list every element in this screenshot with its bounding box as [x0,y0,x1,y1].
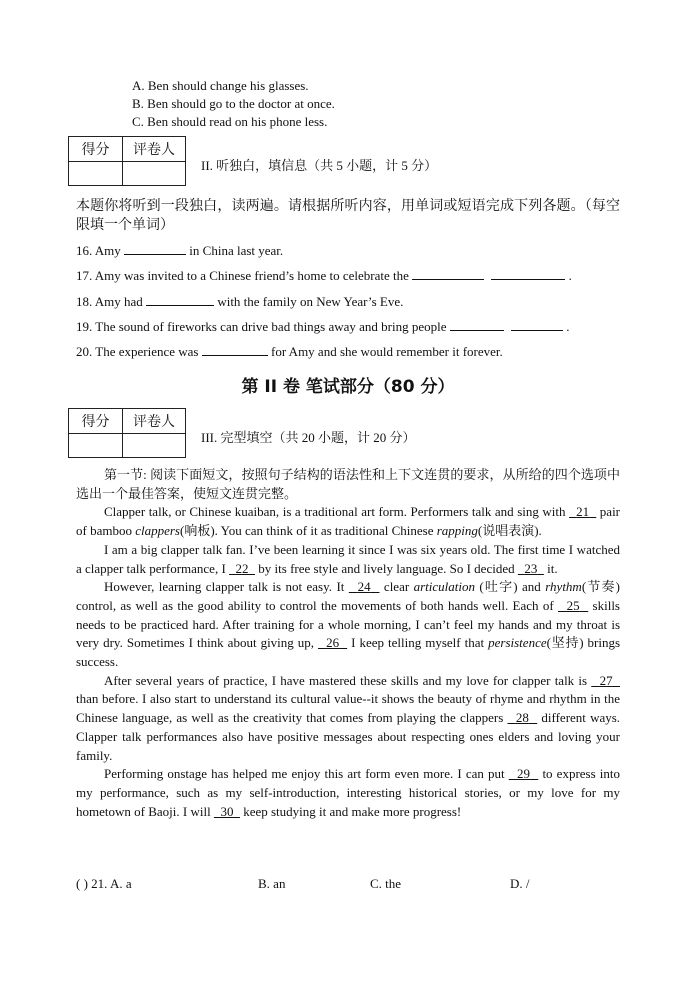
blank-22: 22 [235,560,249,576]
cloze-passage [76,466,620,821]
cloze-paragraph-2: I am a big clapper talk fan. I’ve been learning it since I was six years old. The first time I watched a clapper talk performance, I 22 by its free style and lively language. So I decided 23 it. [76,541,620,576]
question-21-option-a: ( ) 21. A. a [76,876,132,891]
answer-blank [202,343,268,356]
blank-27: 27 [599,672,613,688]
grader-cell [123,162,186,186]
answer-blank [450,318,504,331]
part-title: 第 II 卷 笔试部分（80 分） [241,377,455,397]
cloze-paragraph-1: Clapper talk, or Chinese kuaiban, is a traditional art form. Performers talk and sing with 21 pair of bamboo clappers(响板). You can think of it as traditional Chinese rapping(说唱表演). [76,504,621,539]
answer-blank [146,293,214,306]
grader-label: 评卷人 [123,409,186,434]
section-heading: III. 完型填空（共 20 小题，计 20 分） [201,430,416,445]
score-box [68,136,186,186]
question-16: 16. Amy in China last year. [76,243,284,258]
cloze-instruction: 第一节: 阅读下面短文，按照句子结构的语法性和上下文连贯的要求，从所给的四个选项中选出一个最佳答案，使短文连贯完整。 [76,467,620,501]
option-b: B. Ben should go to the doctor at once. [132,96,335,111]
blank-21: 21 [576,504,590,520]
question-20: 20. The experience was for Amy and she would remember it forever. [76,344,503,359]
blank-25: 25 [566,597,580,613]
score-label: 得分 [69,137,123,162]
blank-30: 30 [220,803,234,819]
score-box [68,408,186,458]
blank-26: 26 [326,635,340,651]
answer-blank [511,318,563,331]
question-21-option-d: D. / [510,876,530,891]
score-label: 得分 [69,409,123,434]
question-21-option-c: C. the [370,876,402,891]
section-instruction: 本题你将听到一段独白，读两遍。请根据所听内容，用单词或短语完成下列各题。（每空限填一个单词） [76,199,620,233]
question-21-option-b: B. an [258,876,286,891]
answer-blank [491,267,565,280]
grader-cell [123,434,186,458]
blank-23: 23 [524,560,538,576]
blank-24: 24 [357,579,371,595]
blank-29: 29 [517,766,531,782]
cloze-paragraph-4: After several years of practice, I have mastered these skills and my love for clapper talk is 27 than before. I also start to understand its cultural value--it shows the beauty of rhyme and rhythm in the Chinese language, as well as the creativity that comes from playing the clappers 28 different ways. Clapper talk performances also have positive messages about respecting ones elders and loving your family. [76,672,621,763]
option-a: A. Ben should change his glasses. [132,78,309,93]
score-cell [69,162,123,186]
option-c: C. Ben should read on his phone less. [132,114,328,129]
blank-28: 28 [515,710,529,726]
question-18: 18. Amy had with the family on New Year’s Eve. [76,294,404,309]
answer-blank [124,242,186,255]
cloze-paragraph-5: Performing onstage has helped me enjoy this art form even more. I can put 29 to express into my performance, such as my self-introduction, interesting historical stories, or my love for my hometown of Baoji. I will 30 keep studying it and make more progress! [76,766,621,819]
answer-blank [412,267,484,280]
question-19: 19. The sound of fireworks can drive bad things away and bring people . [76,319,570,334]
score-cell [69,434,123,458]
grader-label: 评卷人 [123,137,186,162]
question-17: 17. Amy was invited to a Chinese friend’s home to celebrate the . [76,268,572,283]
section-heading: II. 听独白，填信息（共 5 小题，计 5 分） [201,158,438,173]
cloze-paragraph-3: However, learning clapper talk is not easy. It 24 clear articulation (吐字) and rhythm(节奏) control, as well as the good ability to control the movements of both hands well. Each of 25 skills needs to be practiced hard. After training for a whole morning, I can’t feel my hands and my throat is very dry. Sometimes I think about giving up, 26 I keep telling myself that persistence(坚持) brings success. [76,579,621,670]
